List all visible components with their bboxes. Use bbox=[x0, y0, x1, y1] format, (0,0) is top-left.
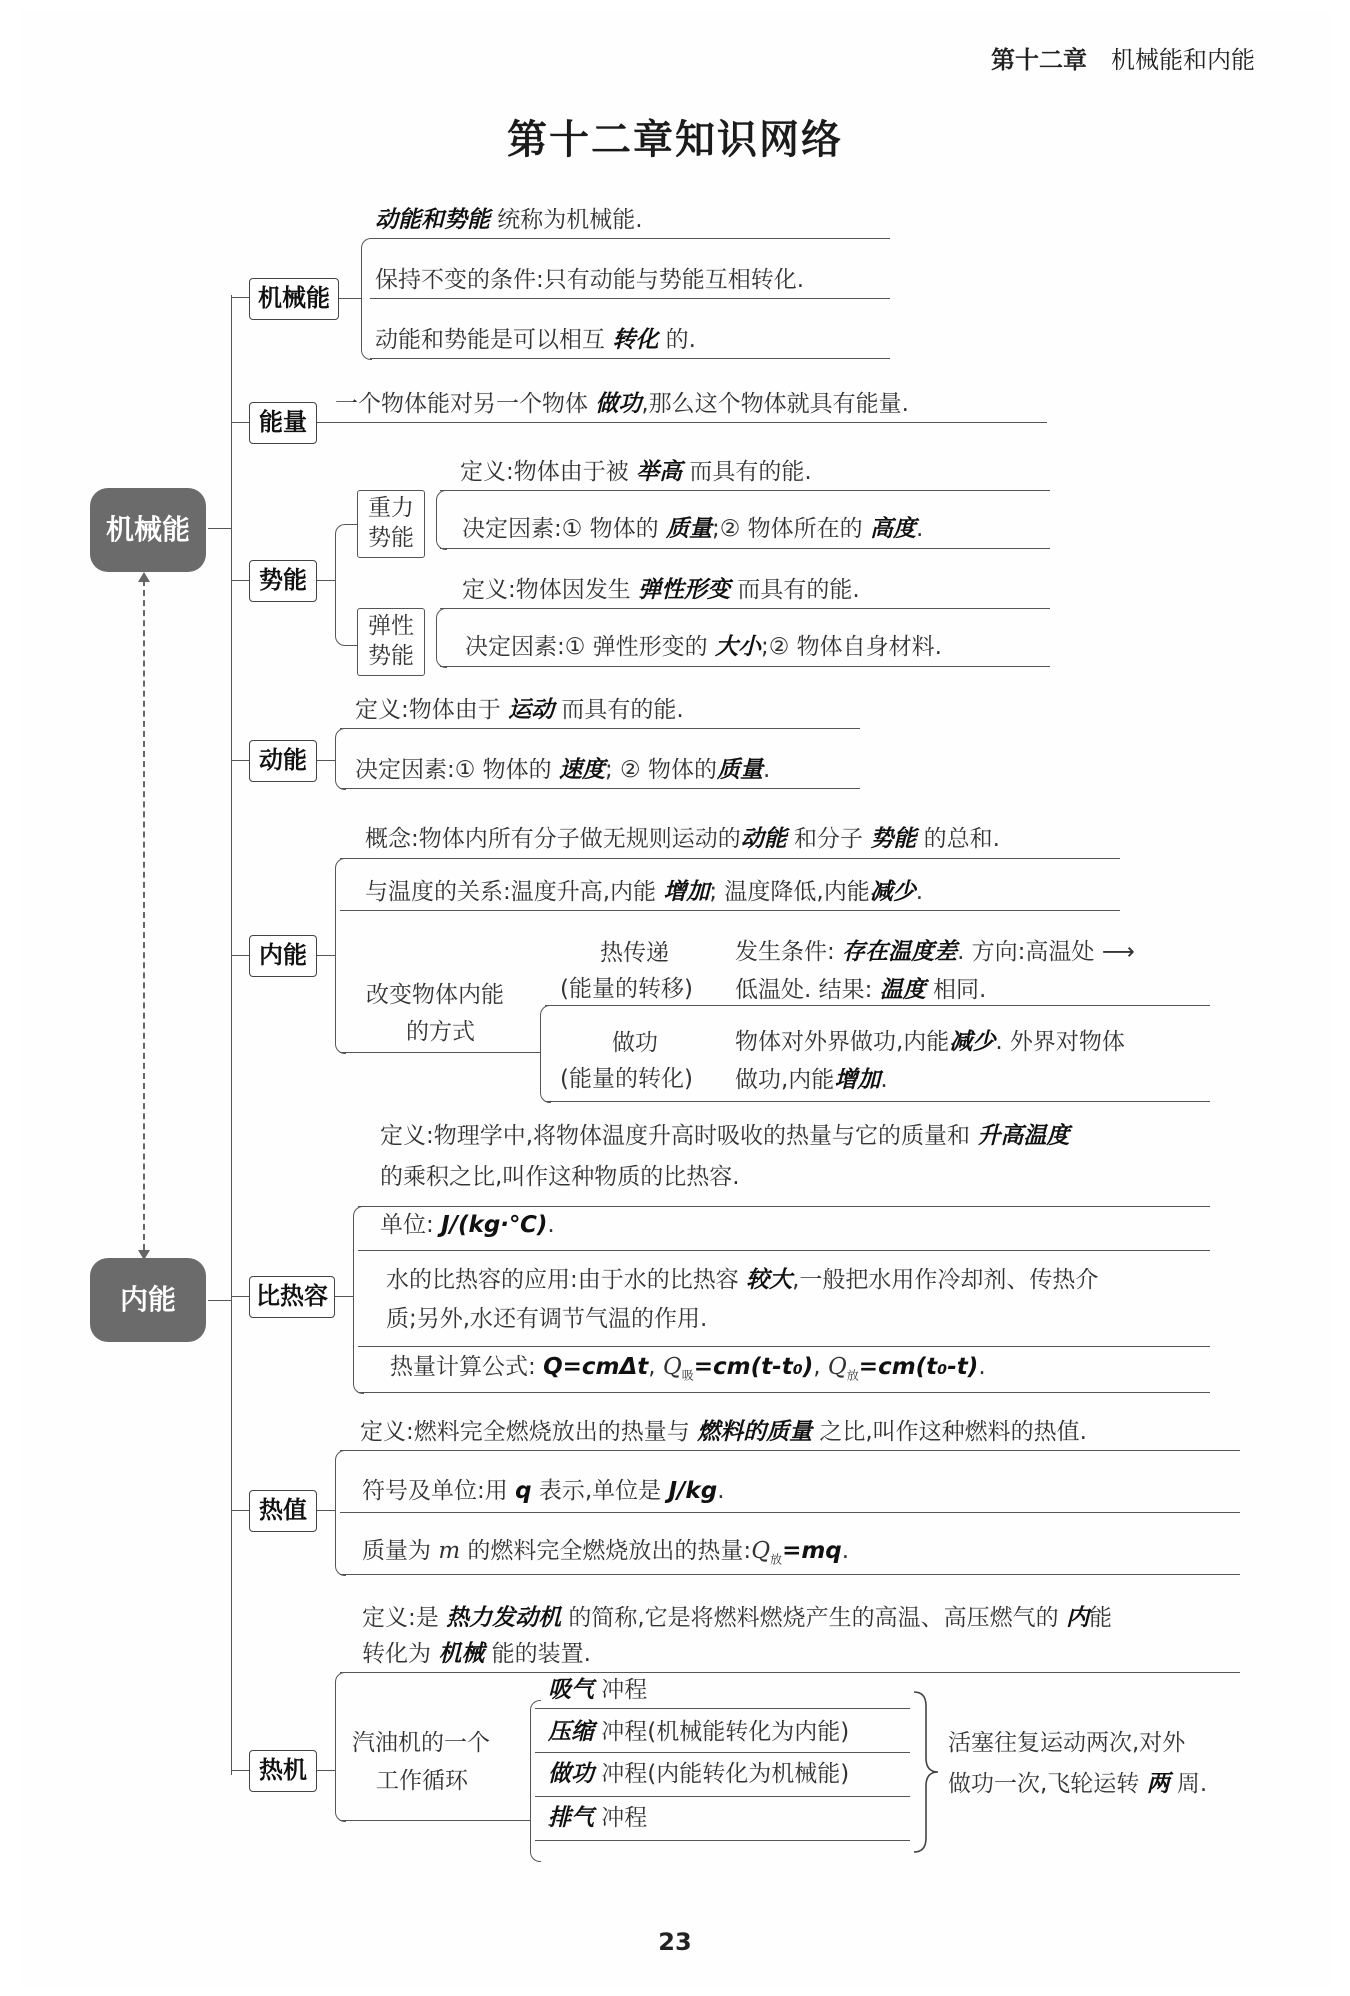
bracket bbox=[540, 1005, 551, 1103]
bracket bbox=[436, 490, 447, 550]
underline bbox=[358, 1206, 1210, 1207]
text: 做功一次,飞轮运转 bbox=[948, 1771, 1147, 1797]
node-grav-potential: 重力势能 bbox=[357, 490, 425, 558]
root-dashed-link bbox=[143, 580, 145, 1250]
text: 能的装置. bbox=[484, 1641, 591, 1667]
tick bbox=[231, 955, 251, 956]
hw: 两 bbox=[1146, 1770, 1170, 1797]
underline bbox=[340, 1820, 530, 1821]
text: . bbox=[880, 1067, 888, 1093]
text: 统称为机械能. bbox=[490, 207, 643, 233]
text: 之比,叫作这种燃料的热值. bbox=[812, 1419, 1087, 1445]
tick bbox=[231, 1296, 251, 1297]
bracket bbox=[335, 524, 358, 646]
text: 决定因素:① 物体的 bbox=[355, 757, 559, 783]
hw: 动能和势能 bbox=[375, 206, 490, 233]
text: ; 温度降低,内能 bbox=[709, 879, 870, 905]
node-heat-engine: 热机 bbox=[249, 1750, 317, 1792]
kinetic-def bbox=[355, 696, 684, 725]
node-specific-heat: 比热容 bbox=[249, 1276, 335, 1318]
underline bbox=[335, 422, 1047, 423]
hw: 较大 bbox=[746, 1266, 793, 1293]
text: 和分子 bbox=[786, 826, 871, 852]
work-l2: (能量的转化) bbox=[560, 1066, 693, 1092]
hw: 做功 bbox=[548, 1760, 594, 1787]
text: , bbox=[813, 1354, 828, 1380]
text: 物体对外界做功,内能 bbox=[735, 1029, 950, 1055]
text: 而具有的能. bbox=[554, 697, 684, 723]
internal-ways-l1: 改变物体内能 bbox=[366, 982, 504, 1008]
underline bbox=[370, 238, 890, 239]
text: 与温度的关系:温度升高,内能 bbox=[365, 879, 664, 905]
underline bbox=[535, 1796, 910, 1797]
underline bbox=[545, 1101, 1210, 1102]
text: ,那么这个物体就具有能量. bbox=[641, 391, 909, 417]
trunk-link-int bbox=[208, 1300, 231, 1301]
stroke-compression bbox=[548, 1718, 849, 1747]
underline bbox=[340, 858, 1120, 859]
hw: 减少 bbox=[949, 1028, 996, 1055]
he-def-l1 bbox=[362, 1604, 1112, 1633]
bracket bbox=[353, 1206, 364, 1394]
stroke-intake bbox=[548, 1676, 647, 1705]
dash-arrow-up bbox=[138, 572, 150, 582]
text: 冲程(机械能转化为内能) bbox=[594, 1719, 850, 1745]
text: ,一般把水用作冷却剂、传热介 bbox=[792, 1267, 1099, 1293]
text: 概念:物体内所有分子做无规则运动的 bbox=[365, 826, 741, 852]
text: 而具有的能. bbox=[682, 459, 812, 485]
text: 决定因素:① 物体的 bbox=[462, 516, 666, 542]
underline bbox=[340, 910, 1120, 911]
node-energy: 能量 bbox=[249, 402, 317, 444]
text: . 方向:高温处 bbox=[957, 939, 1095, 965]
tick bbox=[231, 580, 251, 581]
heat-transfer-d1 bbox=[735, 938, 1135, 967]
text: . bbox=[915, 879, 924, 905]
text: 冲程 bbox=[594, 1805, 648, 1831]
underline bbox=[440, 548, 1050, 549]
work-l1: 做功 bbox=[612, 1030, 658, 1056]
sh-app-l1 bbox=[386, 1266, 1098, 1295]
energy-definition bbox=[335, 390, 909, 419]
text: 定义:物体由于 bbox=[355, 697, 509, 723]
internal-ways-l2: 的方式 bbox=[406, 1019, 475, 1045]
internal-concept bbox=[365, 825, 1000, 854]
hw: 转化 bbox=[612, 326, 659, 353]
main-trunk bbox=[231, 295, 232, 1775]
subscript: 放 bbox=[846, 1368, 859, 1383]
sh-app-l2: 质;另外,水还有调节气温的作用. bbox=[386, 1306, 708, 1332]
hw: 温度 bbox=[879, 976, 926, 1003]
grav-def bbox=[460, 458, 812, 487]
he-summary-l1: 活塞往复运动两次,对外 bbox=[948, 1730, 1186, 1756]
hw: 增加 bbox=[834, 1066, 881, 1093]
root-internal-energy: 内能 bbox=[90, 1258, 206, 1342]
mech-energy-line3 bbox=[375, 326, 696, 355]
work-d2 bbox=[735, 1066, 888, 1095]
bracket bbox=[530, 1700, 541, 1862]
text: 的. bbox=[658, 327, 696, 353]
text: 做功,内能 bbox=[735, 1067, 835, 1093]
connector bbox=[317, 422, 335, 423]
text: 定义:物体因发生 bbox=[462, 577, 639, 603]
elastic-factors bbox=[465, 633, 942, 662]
symbol: Q bbox=[662, 1354, 682, 1380]
underline bbox=[340, 1512, 1240, 1513]
running-header bbox=[991, 40, 1255, 75]
hv-symbol bbox=[362, 1478, 725, 1506]
connector bbox=[317, 580, 335, 581]
sh-def-l2: 的乘积之比,叫作这种物质的比热容. bbox=[380, 1164, 740, 1190]
bracket bbox=[335, 1450, 346, 1576]
bracket bbox=[335, 728, 346, 790]
hw: 质量 bbox=[666, 515, 712, 542]
symbol: Q bbox=[827, 1354, 847, 1380]
text: , bbox=[648, 1354, 663, 1380]
internal-temp bbox=[365, 878, 923, 907]
underline bbox=[535, 1840, 910, 1841]
node-potential: 势能 bbox=[249, 560, 317, 602]
text: 的简称,它是将燃料燃烧产生的高温、高压燃气的 bbox=[561, 1605, 1066, 1631]
hw: 运动 bbox=[508, 696, 555, 723]
connector bbox=[317, 1510, 335, 1511]
node-elastic-potential: 弹性势能 bbox=[357, 608, 425, 676]
hw: 压缩 bbox=[548, 1718, 594, 1745]
hw: 热力发动机 bbox=[446, 1604, 562, 1631]
arrow-right-icon: ⟶ bbox=[1094, 939, 1135, 965]
hw: 存在温度差 bbox=[842, 938, 958, 965]
connector bbox=[339, 298, 361, 299]
formula: =cm(t-t₀) bbox=[693, 1354, 814, 1380]
mech-energy-line2: 保持不变的条件:只有动能与势能互相转化. bbox=[375, 267, 805, 293]
text: 定义:物理学中,将物体温度升高时吸收的热量与它的质量和 bbox=[380, 1123, 978, 1149]
bracket bbox=[335, 1672, 346, 1822]
hw: 做功 bbox=[595, 390, 642, 417]
connector bbox=[317, 955, 335, 956]
text: 表示,单位是 bbox=[531, 1478, 669, 1504]
formula: Q=cmΔt bbox=[543, 1354, 649, 1380]
text: . bbox=[763, 757, 771, 783]
text: ; ② 物体的 bbox=[605, 757, 717, 783]
sh-formula bbox=[390, 1354, 986, 1383]
hw: 举高 bbox=[636, 458, 683, 485]
text: 周. bbox=[1169, 1771, 1208, 1797]
tick bbox=[231, 1510, 251, 1511]
bracket bbox=[436, 608, 447, 668]
text: 质量为 bbox=[362, 1538, 439, 1564]
text: 定义:燃料完全燃烧放出的热量与 bbox=[360, 1419, 698, 1445]
text: . 外界对物体 bbox=[995, 1029, 1125, 1055]
he-cycle-l1: 汽油机的一个 bbox=[352, 1730, 490, 1756]
hw: 排气 bbox=[548, 1804, 594, 1831]
hw: 增加 bbox=[663, 878, 710, 905]
text: 而具有的能. bbox=[730, 577, 860, 603]
hw: 内 bbox=[1066, 1604, 1089, 1631]
underline bbox=[440, 666, 1050, 667]
text: . bbox=[841, 1538, 850, 1564]
hw: 大小 bbox=[715, 633, 761, 660]
hw: 机械 bbox=[438, 1640, 485, 1667]
grav-factors bbox=[462, 515, 923, 544]
text: 定义:是 bbox=[362, 1605, 447, 1631]
hw: 弹性形变 bbox=[638, 576, 731, 603]
hv-heat bbox=[362, 1538, 849, 1567]
node-internal: 内能 bbox=[249, 935, 317, 977]
underline bbox=[358, 1392, 1210, 1393]
text: 一个物体能对另一个物体 bbox=[335, 391, 596, 417]
subscript: 吸 bbox=[681, 1368, 694, 1383]
text: 水的比热容的应用:由于水的比热容 bbox=[386, 1267, 747, 1293]
underline bbox=[340, 788, 860, 789]
kinetic-factors bbox=[355, 756, 770, 785]
heat-transfer-d2 bbox=[735, 976, 986, 1005]
underline bbox=[358, 1346, 1210, 1347]
right-brace bbox=[912, 1690, 940, 1855]
connector bbox=[335, 1296, 353, 1297]
underline bbox=[440, 608, 1050, 609]
trunk-link-mech bbox=[208, 528, 231, 529]
text: 定义:物体由于被 bbox=[460, 459, 637, 485]
hw: 动能 bbox=[740, 825, 787, 852]
formula: J/kg bbox=[668, 1478, 718, 1504]
formula: =mq bbox=[782, 1538, 842, 1564]
underline bbox=[370, 298, 890, 299]
stroke-exhaust bbox=[548, 1804, 647, 1833]
text: 决定因素:① 弹性形变的 bbox=[465, 634, 715, 660]
header-chapter: 第十二章 bbox=[991, 46, 1087, 74]
sh-unit bbox=[380, 1212, 555, 1240]
formula: q bbox=[515, 1478, 532, 1504]
formula: J/(kg·℃) bbox=[441, 1212, 548, 1238]
underline bbox=[440, 490, 1050, 491]
underline bbox=[340, 728, 860, 729]
underline bbox=[535, 1708, 910, 1709]
heat-transfer-l1: 热传递 bbox=[600, 940, 669, 966]
underline bbox=[340, 1672, 1240, 1673]
node-kinetic: 动能 bbox=[249, 740, 317, 782]
hw: 升高温度 bbox=[977, 1122, 1070, 1149]
he-cycle-l2: 工作循环 bbox=[376, 1768, 468, 1794]
text: . bbox=[916, 516, 924, 542]
bracket bbox=[361, 238, 372, 360]
underline bbox=[535, 1752, 910, 1753]
symbol: m bbox=[438, 1538, 461, 1564]
text: 冲程 bbox=[594, 1677, 648, 1703]
text: 能 bbox=[1089, 1605, 1112, 1631]
he-summary-l2 bbox=[948, 1770, 1207, 1799]
hv-def bbox=[360, 1418, 1087, 1447]
underline bbox=[370, 358, 890, 359]
text: 符号及单位:用 bbox=[362, 1478, 516, 1504]
bracket bbox=[335, 858, 346, 1054]
text: ;② 物体自身材料. bbox=[761, 634, 942, 660]
heat-transfer-l2: (能量的转移) bbox=[560, 976, 693, 1002]
hw: 燃料的质量 bbox=[697, 1418, 813, 1445]
work-d1 bbox=[735, 1028, 1125, 1057]
text: 的燃料完全燃烧放出的热量: bbox=[460, 1538, 752, 1564]
node-heat-value: 热值 bbox=[249, 1490, 317, 1532]
root-mechanical-energy: 机械能 bbox=[90, 488, 206, 572]
text: 低温处. 结果: bbox=[735, 977, 880, 1003]
formula: =cm(t₀-t) bbox=[858, 1354, 979, 1380]
underline bbox=[340, 1574, 1240, 1575]
underline bbox=[340, 1052, 540, 1053]
text: 热量计算公式: bbox=[390, 1354, 544, 1380]
tick bbox=[231, 297, 251, 298]
text: 冲程(内能转化为机械能) bbox=[594, 1761, 850, 1787]
page-title: 第十二章知识网络 bbox=[507, 116, 843, 163]
tick bbox=[231, 1770, 251, 1771]
node-mech-energy: 机械能 bbox=[249, 278, 339, 320]
text: ;② 物体所在的 bbox=[712, 516, 870, 542]
text: 单位: bbox=[380, 1212, 442, 1238]
text: . bbox=[978, 1354, 986, 1380]
hw: 吸气 bbox=[548, 1676, 594, 1703]
text: 的总和. bbox=[916, 826, 1000, 852]
tick bbox=[231, 760, 251, 761]
text: 相同. bbox=[925, 977, 987, 1003]
hw: 减少 bbox=[869, 878, 916, 905]
hw: 势能 bbox=[870, 825, 917, 852]
text: . bbox=[717, 1478, 725, 1504]
sh-def-l1 bbox=[380, 1122, 1069, 1151]
text: 转化为 bbox=[362, 1641, 439, 1667]
underline bbox=[358, 1250, 1210, 1251]
subscript: 放 bbox=[770, 1552, 783, 1567]
page-number: 23 bbox=[658, 1928, 692, 1956]
he-def-l2 bbox=[362, 1640, 591, 1669]
underline bbox=[340, 1450, 1240, 1451]
header-subtitle: 机械能和内能 bbox=[1111, 46, 1255, 74]
hw: 高度 bbox=[870, 515, 916, 542]
text: . bbox=[547, 1212, 555, 1238]
right-brace-path bbox=[914, 1692, 938, 1852]
hw: 速度 bbox=[559, 756, 605, 783]
elastic-def bbox=[462, 576, 860, 605]
tick bbox=[231, 422, 251, 423]
text: 发生条件: bbox=[735, 939, 843, 965]
text: 动能和势能是可以相互 bbox=[375, 327, 613, 353]
connector bbox=[317, 760, 335, 761]
connector bbox=[317, 1770, 335, 1771]
mech-energy-line1 bbox=[375, 206, 643, 235]
underline bbox=[545, 1005, 1210, 1006]
stroke-power bbox=[548, 1760, 849, 1789]
hw: 质量 bbox=[717, 756, 763, 783]
symbol: Q bbox=[751, 1538, 771, 1564]
